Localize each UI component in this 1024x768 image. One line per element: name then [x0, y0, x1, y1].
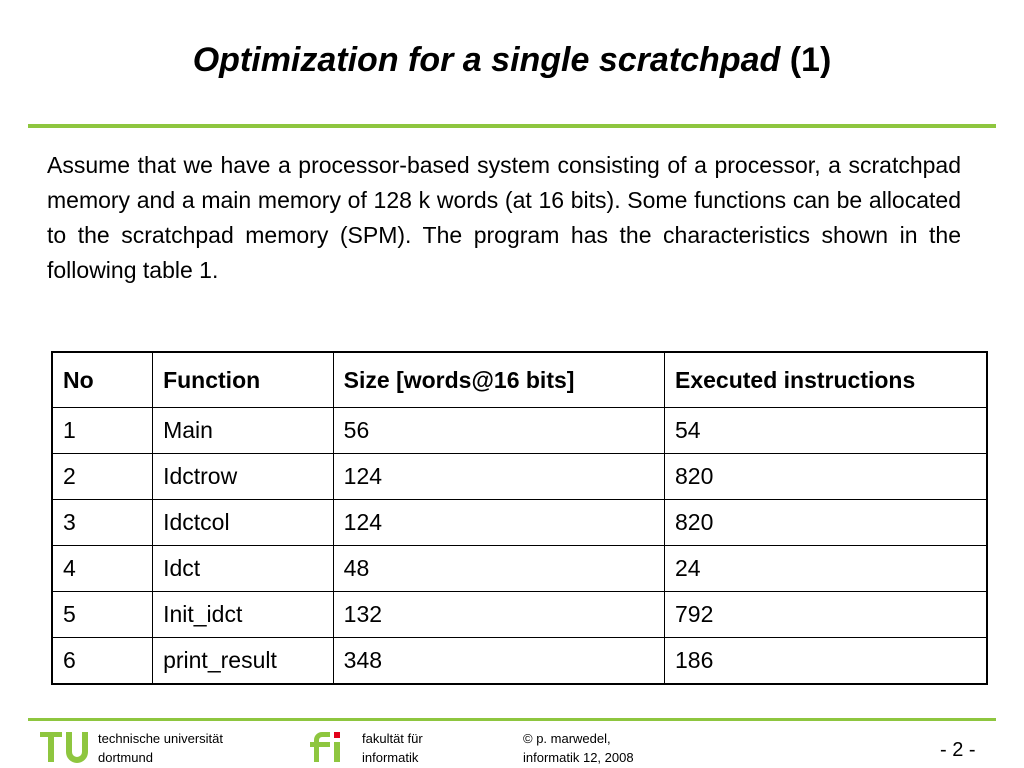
footer-copyright-line1: © p. marwedel, — [523, 731, 611, 746]
cell-no: 1 — [52, 408, 153, 454]
footer-copyright — [523, 729, 634, 767]
slide-title-main: Optimization for a single scratchpad — [192, 41, 781, 79]
cell-function: Init_idct — [153, 592, 334, 638]
cell-executed: 820 — [664, 454, 987, 500]
title-divider — [28, 124, 996, 128]
footer-faculty-line2: informatik — [362, 750, 419, 765]
header-size: Size [words@16 bits] — [333, 352, 664, 408]
cell-no: 4 — [52, 546, 153, 592]
tu-dortmund-logo-icon — [40, 726, 92, 766]
table-row — [52, 454, 987, 500]
slide-title — [0, 38, 1024, 82]
slide-title-suffix: (1) — [789, 41, 832, 79]
footer-copyright-line2: informatik 12, 2008 — [523, 750, 634, 765]
cell-size: 48 — [333, 546, 664, 592]
table-row — [52, 500, 987, 546]
cell-function: Main — [153, 408, 334, 454]
cell-function: Idctcol — [153, 500, 334, 546]
cell-no: 3 — [52, 500, 153, 546]
cell-function: Idct — [153, 546, 334, 592]
footer-university — [98, 729, 223, 767]
table-header-row — [52, 352, 987, 408]
cell-executed: 54 — [664, 408, 987, 454]
cell-size: 348 — [333, 638, 664, 685]
cell-executed: 186 — [664, 638, 987, 685]
footer-faculty — [362, 729, 423, 767]
cell-executed: 820 — [664, 500, 987, 546]
cell-executed: 792 — [664, 592, 987, 638]
table-row — [52, 638, 987, 685]
cell-executed: 24 — [664, 546, 987, 592]
header-executed: Executed instructions — [664, 352, 987, 408]
header-no: No — [52, 352, 153, 408]
footer-university-line1: technische universität — [98, 731, 224, 746]
footer-faculty-line1: fakultät für — [362, 731, 423, 746]
function-table — [51, 351, 988, 685]
table-row — [52, 592, 987, 638]
faculty-fi-logo-icon — [308, 726, 356, 766]
cell-size: 56 — [333, 408, 664, 454]
slide-body-text: Assume that we have a processor-based system consisting of a processor, a scratchpad memory and a main memory of 128 k words (at 16 bits). Some functions can be allocated to the scratchpad memory (SPM). The program has the characteristics shown in the following table 1. — [47, 152, 961, 283]
footer-divider — [28, 718, 996, 721]
table-row — [52, 408, 987, 454]
cell-size: 132 — [333, 592, 664, 638]
header-function: Function — [153, 352, 334, 408]
cell-size: 124 — [333, 454, 664, 500]
cell-no: 5 — [52, 592, 153, 638]
cell-no: 6 — [52, 638, 153, 685]
page-number: - 2 - — [940, 739, 976, 761]
cell-function: Idctrow — [153, 454, 334, 500]
table-row — [52, 546, 987, 592]
cell-size: 124 — [333, 500, 664, 546]
cell-no: 2 — [52, 454, 153, 500]
cell-function: print_result — [153, 638, 334, 685]
footer-university-line2: dortmund — [98, 750, 153, 765]
